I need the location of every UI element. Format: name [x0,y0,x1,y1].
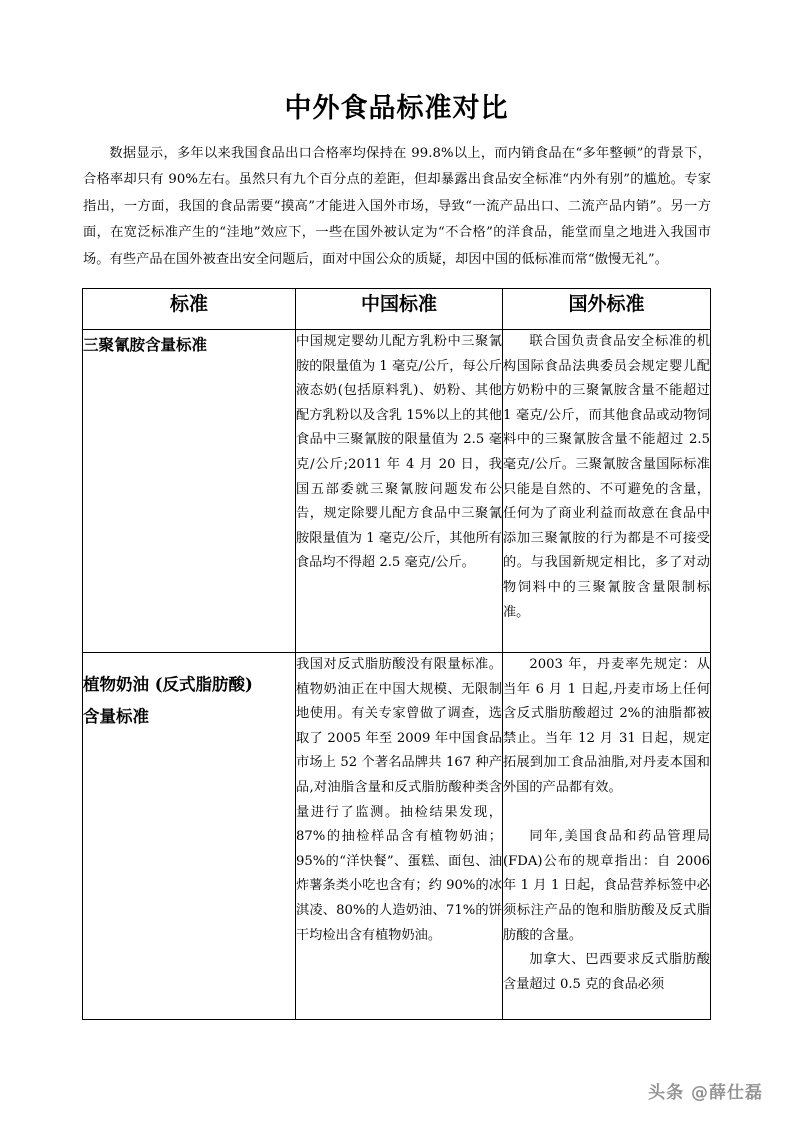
table-header-row [83,289,711,330]
row-label-melamine: 三聚氰胺含量标准 [83,330,296,653]
cell-text: 联合国负责食品安全标准的机构国际食品法典委员会规定婴儿配方奶粉中的三聚氰胺含量不能超过 1 毫克/公斤，而其他食品或动物饲料中的三聚氰胺含量不能超过 2.5 毫克/公斤。三聚氰胺含量国际标准只能是自然的、不可避免的含量，任何为了商业利益而故意在食品中添加三聚氰胺的行为都是不可接受的。与我国新规定相比，多了对动物饲料中的三聚氰胺含量限制标准。 [503,334,710,620]
column-header-standard: 标准 [83,289,296,330]
table-row [83,653,711,1020]
row-label-line-1: 植物奶油 (反式脂肪酸) [83,675,253,694]
cell-text: 中国规定婴幼儿配方乳粉中三聚氰胺的限量值为 1 毫克/公斤，每公斤液态奶(包括原料乳)、奶粉、其他配方乳粉以及含乳 15%以上的其他食品中三聚氰胺的限量值为 2.5 毫克/公斤;2011 年 4 月 20 日，我国五部委就三聚氰胺问题发布公告，规定除婴儿配方食品中三聚氰胺限量值为 1 毫克/公斤，其他所有食品均不得超 2.5 毫克/公斤。 [296,334,502,571]
cell-foreign-melamine [503,330,711,653]
cell-china-melamine [296,330,503,653]
row-label-line-2: 含量标准 [83,707,149,726]
standards-comparison-table [82,288,711,1020]
cell-foreign-trans-fat [503,653,711,1020]
cell-text-paragraph-2: 同年,美国食品和药品管理局(FDA)公布的规章指出：自 2006 年 1 月 1 日起，食品营养标签中必须标注产品的饱和脂肪酸及反式脂肪酸的含量。 [503,829,710,943]
cell-text-paragraph-3: 加拿大、巴西要求反式脂肪酸含量超过 0.5 克的食品必须 [503,952,710,992]
watermark: 头条 @薛仕磊 [648,1083,763,1103]
cell-china-trans-fat [296,653,503,1020]
table-row [83,330,711,653]
row-label-trans-fat [83,653,296,1020]
cell-text: 我国对反式脂肪酸没有限量标准。植物奶油正在中国大规模、无限制地使用。有关专家曾做了调查，选取了 2005 年至 2009 年中国食品市场上 52 个著名品牌共 167 种产品,对油脂含量和反式脂肪酸种类含量进行了监测。抽检结果发现，87%的抽检样品含有植物奶油；95%的“洋快餐”、蛋糕、面包、油炸薯条类小吃也含有；约 90%的冰淇凌、80%的人造奶油、71%的饼干均检出含有植物奶油。 [296,657,502,943]
intro-paragraph: 数据显示，多年以来我国食品出口合格率均保持在 99.8%以上，而内销食品在“多年整顿”的背景下，合格率却只有 90%左右。虽然只有九个百分点的差距，但却暴露出食品安全标准“内外有别”的尴尬。专家指出，一方面，我国的食品需要“摸高”才能进入国外市场，导致“一流产品出口、二流产品内销”。另一方面，在宽泛标准产生的“洼地”效应下，一些在国外被认定为“不合格”的洋食品，能堂而皇之地进入我国市场。有些产品在国外被查出安全问题后，面对中国公众的质疑，却因中国的低标准而常“傲慢无礼”。 [83,146,711,267]
column-header-china: 中国标准 [296,289,503,330]
page-title: 中外食品标准对比 [284,93,509,124]
cell-text-paragraph-1: 2003 年，丹麦率先规定：从当年 6 月 1 日起,丹麦市场上任何含反式脂肪酸超过 2%的油脂都被禁止。当年 12 月 31 日起，规定拓展到加工食品油脂,对丹麦本国和外国的产品都有效。 [503,657,710,795]
column-header-foreign: 国外标准 [503,289,711,330]
